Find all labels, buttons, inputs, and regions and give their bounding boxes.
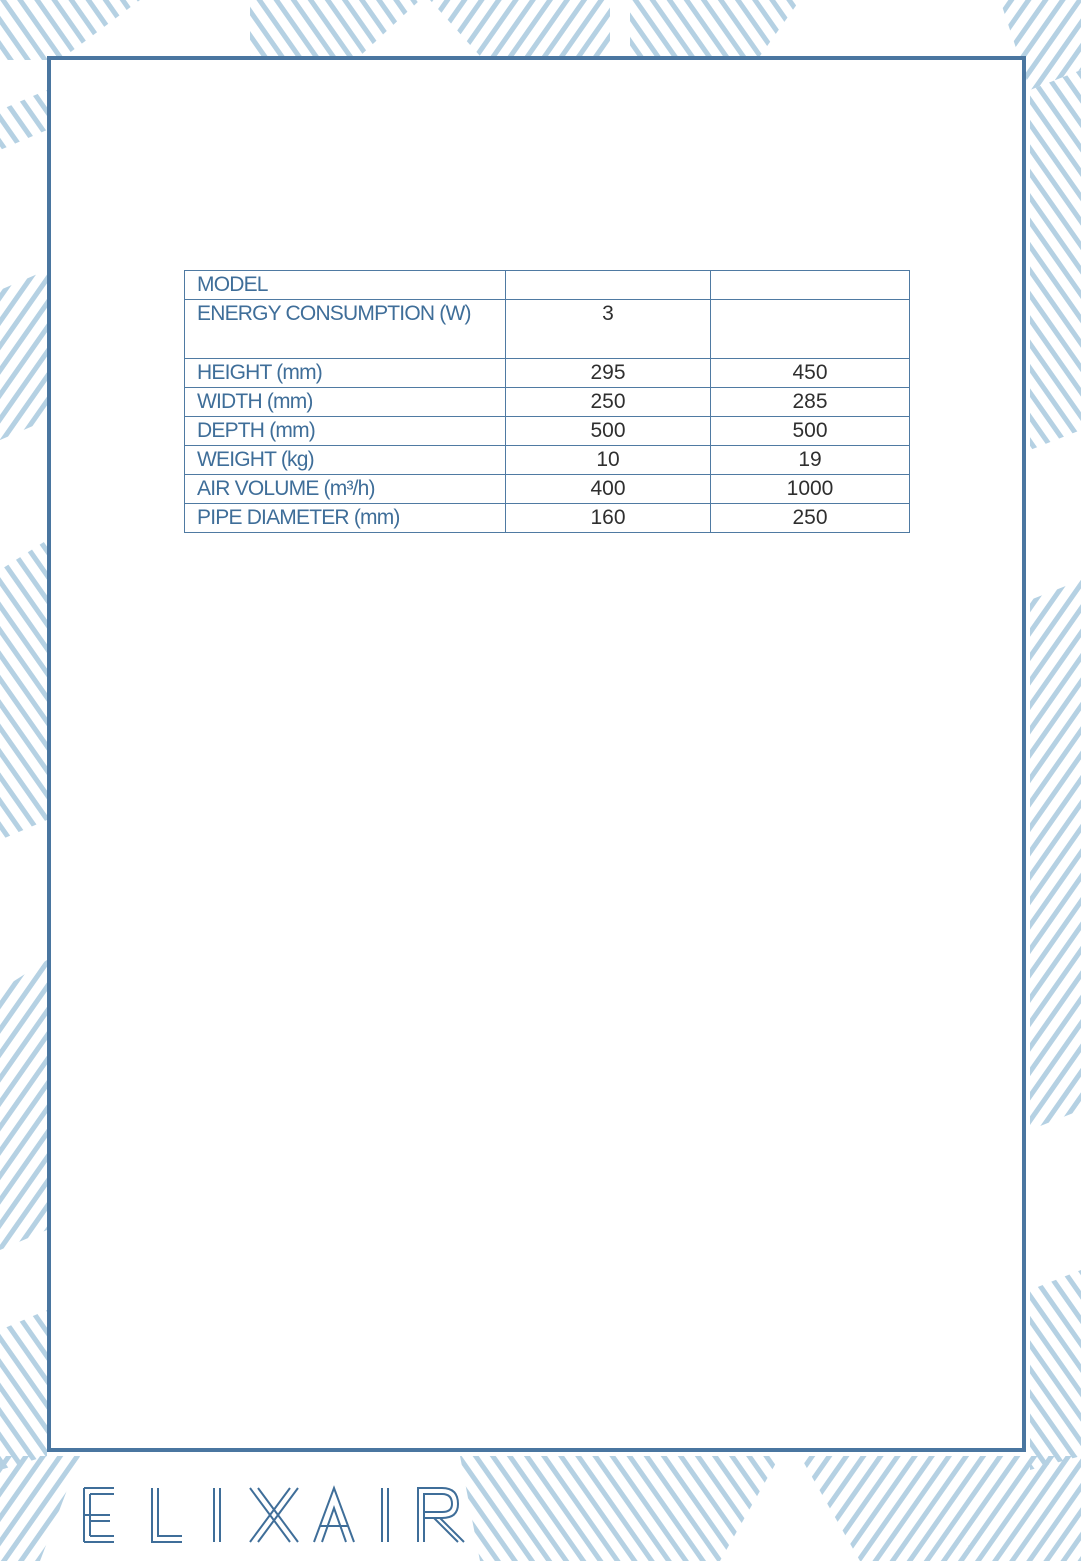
model-2-value: [711, 300, 910, 359]
page-frame: [47, 56, 1026, 1452]
row-label: MODEL: [185, 271, 506, 300]
table-row: [185, 504, 910, 533]
row-label: PIPE DIAMETER (mm): [185, 504, 506, 533]
model-2-value: [711, 271, 910, 300]
row-label: HEIGHT (mm): [185, 359, 506, 388]
model-1-value: 295: [506, 359, 711, 388]
elixair-logo: [82, 1484, 472, 1546]
model-1-value: 160: [506, 504, 711, 533]
model-2-value: 19: [711, 446, 910, 475]
model-1-value: 3: [506, 300, 711, 359]
model-1-value: 250: [506, 388, 711, 417]
table-row: [185, 417, 910, 446]
model-2-value: 500: [711, 417, 910, 446]
model-1-value: [506, 271, 711, 300]
table-row: [185, 300, 910, 359]
row-label: DEPTH (mm): [185, 417, 506, 446]
model-2-value: 1000: [711, 475, 910, 504]
model-1-value: 500: [506, 417, 711, 446]
table-row: [185, 359, 910, 388]
row-label: WIDTH (mm): [185, 388, 506, 417]
row-label: WEIGHT (kg): [185, 446, 506, 475]
table-row: [185, 388, 910, 417]
row-label: ENERGY CONSUMPTION (W): [185, 300, 506, 359]
model-1-value: 400: [506, 475, 711, 504]
model-2-value: 250: [711, 504, 910, 533]
model-2-value: 450: [711, 359, 910, 388]
table-row: [185, 446, 910, 475]
model-1-value: 10: [506, 446, 711, 475]
model-2-value: 285: [711, 388, 910, 417]
table-row: [185, 271, 910, 300]
specification-table: [184, 270, 910, 533]
table-row: [185, 475, 910, 504]
row-label: AIR VOLUME (m³/h): [185, 475, 506, 504]
specification-table-body: [185, 271, 910, 533]
